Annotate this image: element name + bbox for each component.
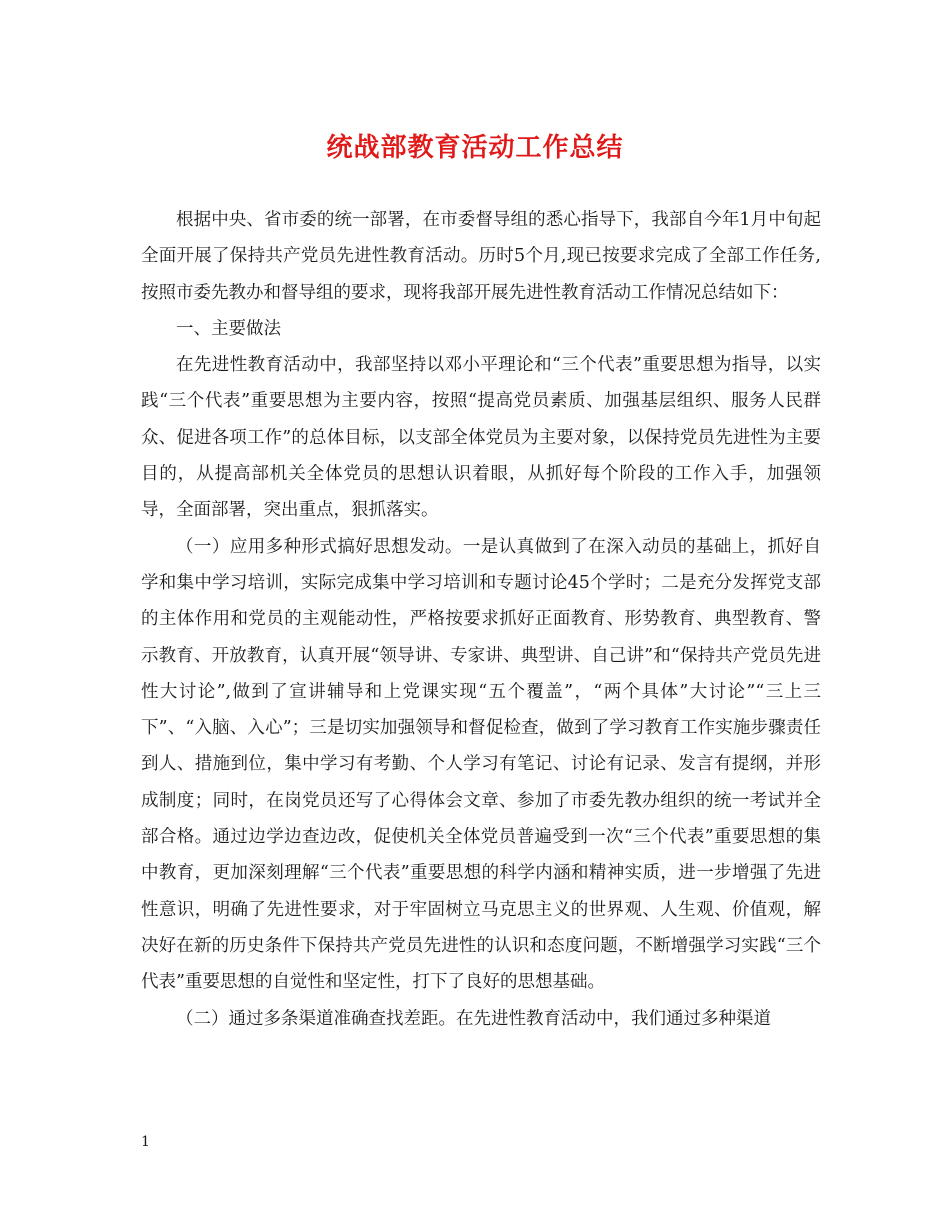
paragraph-item-one: （一）应用多种形式搞好思想发动。一是认真做到了在深入动员的基础上，抓好自学和集中学习培训，实际完成集中学习培训和专题讨论45个学时；二是充分发挥党支部的主体作用和党员的主观能动性，严格按要求抓好正面教育、形势教育、典型教育、警示教育、开放教育，认真开展“领导讲、专家讲、典型讲、自己讲”和“保持共产党员先进性大讨论”,做到了宣讲辅导和上党课实现“五个覆盖”，“两个具体”大讨论”“三上三下”、“入脑、入心”；三是切实加强领导和督促检查，做到了学习教育工作实施步骤责任到人、措施到位，集中学习有考勤、个人学习有笔记、讨论有记录、发言有提纲，并形成制度；同时，在岗党员还写了心得体会文章、参加了市委先教办组织的统一考试并全部合格。通过边学边查边改，促使机关全体党员普遍受到一次“三个代表”重要思想的集中教育，更加深刻理解“三个代表”重要思想的科学内涵和精神实质，进一步增强了先进性意识，明确了先进性要求，对于牢固树立马克思主义的世界观、人生观、价值观，解决好在新的历史条件下保持共产党员先进性的认识和态度问题，不断增强学习实践“三个代表”重要思想的自觉性和坚定性，打下了良好的思想基础。: [141, 536, 821, 993]
paragraph-item-two: （二）通过多条渠道准确查找差距。在先进性教育活动中，我们通过多种渠道: [176, 1008, 771, 1029]
section-heading-main-practices: 一、主要做法: [176, 318, 281, 339]
document-body: [141, 202, 821, 1037]
paragraph-intro: 根据中央、省市委的统一部署，在市委督导组的悉心指导下，我部自今年1月中旬起全面开展了保持共产党员先进性教育活动。历时5个月,现已按要求完成了全部工作任务,按照市委先教办和督导组的要求，现将我部开展先进性教育活动工作情况总结如下：: [141, 210, 821, 303]
paragraph-overview: 在先进性教育活动中，我部坚持以邓小平理论和“三个代表”重要思想为指导，以实践“三个代表”重要思想为主要内容，按照“提高党员素质、加强基层组织、服务人民群众、促进各项工作”的总体目标，以支部全体党员为主要对象，以保持党员先进性为主要目的，从提高部机关全体党员的思想认识着眼，从抓好每个阶段的工作入手，加强领导，全面部署，突出重点，狠抓落实。: [141, 355, 821, 521]
document-title: 统战部教育活动工作总结: [326, 133, 624, 163]
page-number: 1: [141, 1134, 150, 1150]
